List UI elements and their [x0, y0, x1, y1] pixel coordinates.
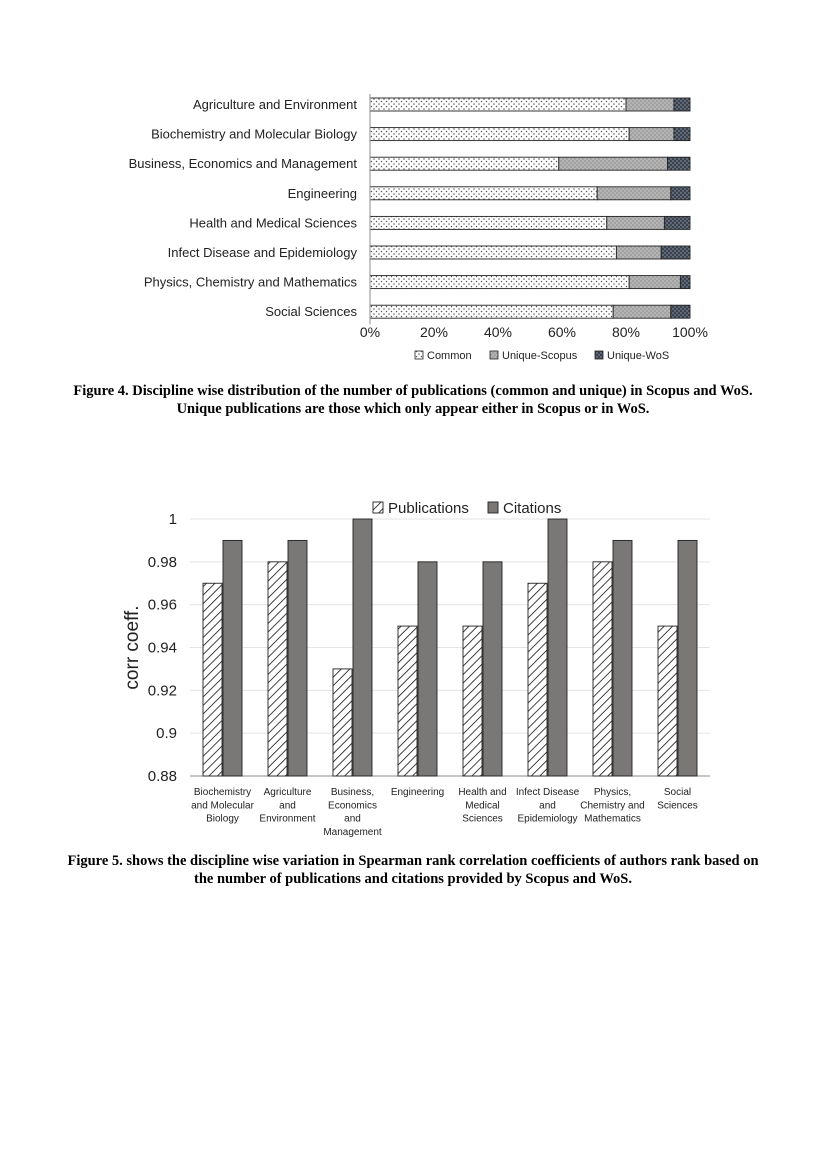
y-category-label-engineering: Engineering — [287, 185, 357, 201]
legend-swatch-citations — [488, 502, 498, 513]
x-category-label-health-and-medical-sciences-line-1: Health and — [458, 787, 507, 798]
bar-publications-social-sciences — [658, 626, 677, 776]
x-tick-label-20: 20% — [419, 324, 449, 340]
y-category-label-health-and-medical-sciences: Health and Medical Sciences — [189, 215, 357, 231]
figure-4-caption: Figure 4. Discipline wise distribution of the number of publications (common and unique) in Scopus and WoS. Unique publications are those which only appear either in Scopus or in WoS. — [73, 383, 753, 417]
x-category-label-physics-chemistry-and-mathematics-line-3: Mathematics — [584, 813, 641, 825]
x-category-label-agriculture-and-environment-line-2: and — [279, 800, 296, 812]
legend-label-unique-wos: Unique-WoS — [607, 350, 670, 362]
y-tick-label-0-96: 0.96 — [147, 596, 177, 614]
x-tick-label-0: 0% — [359, 324, 381, 340]
x-tick-label-60: 60% — [547, 324, 577, 340]
legend-label-citations: Citations — [503, 500, 562, 517]
y-tick-label-0-88: 0.88 — [147, 768, 177, 785]
x-category-label-business-economics-and-management-line-2: Economics — [328, 800, 377, 812]
bar-citations-social-sciences — [678, 540, 697, 776]
x-category-label-business-economics-and-management-line-4: Management — [323, 826, 382, 838]
y-category-label-business-economics-and-management: Business, Economics and Management — [128, 156, 357, 172]
bar-publications-engineering — [398, 626, 417, 776]
bar-citations-business-economics-and-management — [353, 519, 372, 776]
x-category-label-physics-chemistry-and-mathematics-line-2: Chemistry and — [580, 800, 645, 812]
x-category-label-health-and-medical-sciences-line-2: Medical — [465, 800, 500, 812]
y-category-label-agriculture-and-environment: Agriculture and Environment — [192, 97, 357, 112]
bar-publications-infect-disease-and-epidemiology — [528, 583, 547, 776]
y-axis-label: corr coeff. — [122, 605, 143, 690]
bar-publications-physics-chemistry-and-mathematics — [593, 562, 612, 776]
x-category-label-social-sciences-line-1: Social — [663, 787, 692, 798]
x-category-label-infect-disease-and-epidemiology-line-1: Infect Disease — [515, 787, 580, 798]
x-category-label-biochemistry-and-molecular-biology-line-2: and Molecular — [191, 800, 254, 812]
legend-swatch-publications — [373, 502, 383, 513]
x-tick-label-80: 80% — [611, 324, 641, 340]
bar-citations-infect-disease-and-epidemiology — [548, 519, 567, 776]
x-category-label-social-sciences-line-2: Sciences — [657, 800, 698, 812]
bar-citations-engineering — [418, 562, 437, 776]
y-category-label-social-sciences: Social Sciences — [265, 304, 357, 320]
bar-publications-health-and-medical-sciences — [463, 626, 482, 776]
y-category-label-physics-chemistry-and-mathematics: Physics, Chemistry and Mathematics — [143, 274, 357, 290]
x-category-label-physics-chemistry-and-mathematics-line-1: Physics, — [593, 787, 632, 798]
legend-label-unique-scopus: Unique-Scopus — [502, 350, 578, 362]
bar-publications-agriculture-and-environment — [268, 562, 287, 776]
legend-label-publications: Publications — [388, 500, 469, 517]
figure-5-caption: Figure 5. shows the discipline wise variation in Spearman rank correlation coefficients of authors rank based on the number of publications and citations provided by Scopus and WoS. — [67, 853, 759, 887]
y-tick-label-1: 1 — [168, 511, 177, 528]
y-tick-label-0-92: 0.92 — [147, 682, 177, 700]
bar-citations-health-and-medical-sciences — [483, 562, 502, 776]
y-category-label-biochemistry-and-molecular-biology: Biochemistry and Molecular Biology — [151, 126, 357, 142]
y-category-label-infect-disease-and-epidemiology: Infect Disease and Epidemiology — [167, 245, 357, 260]
bar-publications-business-economics-and-management — [333, 669, 352, 776]
bar-publications-biochemistry-and-molecular-biology — [203, 583, 222, 776]
x-category-label-agriculture-and-environment-line-3: Environment — [259, 813, 316, 825]
x-category-label-infect-disease-and-epidemiology-line-3: Epidemiology — [517, 813, 578, 825]
x-category-label-agriculture-and-environment-line-1: Agriculture — [263, 787, 312, 798]
x-category-label-engineering-line-1: Engineering — [390, 787, 445, 798]
x-category-label-business-economics-and-management-line-3: and — [344, 813, 361, 825]
y-tick-label-0-98: 0.98 — [147, 553, 177, 571]
bar-citations-agriculture-and-environment — [288, 540, 307, 776]
x-category-label-biochemistry-and-molecular-biology-line-1: Biochemistry — [193, 787, 252, 798]
x-category-label-health-and-medical-sciences-line-3: Sciences — [462, 813, 503, 825]
legend-label-common: Common — [427, 350, 472, 362]
x-category-label-infect-disease-and-epidemiology-line-2: and — [539, 800, 556, 812]
y-tick-label-0-9: 0.9 — [156, 725, 177, 743]
bar-citations-biochemistry-and-molecular-biology — [223, 540, 242, 776]
y-tick-label-0-94: 0.94 — [147, 639, 177, 657]
x-category-label-biochemistry-and-molecular-biology-line-3: Biology — [206, 813, 239, 825]
x-tick-label-40: 40% — [483, 324, 513, 340]
bar-citations-physics-chemistry-and-mathematics — [613, 540, 632, 776]
x-tick-label-100: 100% — [672, 324, 708, 340]
x-category-label-business-economics-and-management-line-1: Business, — [330, 787, 375, 798]
